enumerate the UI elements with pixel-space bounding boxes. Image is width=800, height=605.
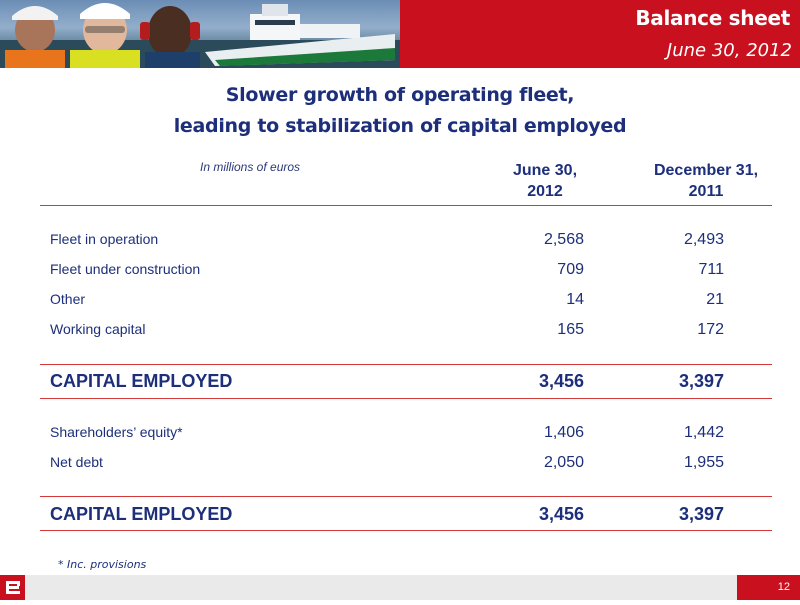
row-value-2012: 14 [566, 291, 584, 308]
row-value-2011: 172 [697, 321, 724, 338]
column-header-line: December 31, [653, 162, 759, 179]
row-label: Fleet in operation [50, 231, 159, 247]
header-red-bar [400, 0, 800, 68]
row-label: Working capital [50, 321, 146, 337]
footnote: * Inc. provisions [58, 558, 147, 571]
total-label: CAPITAL EMPLOYED [50, 371, 233, 391]
total-value-2012: 3,456 [538, 371, 584, 391]
total-value-2011: 3,397 [678, 371, 724, 391]
page-number-box [737, 575, 800, 600]
row-label: Fleet under construction [50, 261, 201, 277]
slide-title-line-2: leading to stabilization of capital employed [173, 115, 627, 137]
table-divider [40, 530, 772, 531]
table-divider [40, 496, 772, 497]
column-header-line: 2012 [527, 183, 563, 200]
row-value-2011: 21 [706, 291, 724, 308]
total-value-2011: 3,397 [678, 504, 724, 524]
row-value-2011: 711 [698, 261, 724, 278]
total-label: CAPITAL EMPLOYED [50, 504, 233, 524]
table-divider [40, 364, 772, 365]
row-value-2012: 165 [557, 321, 584, 338]
column-header-december-2011 [641, 160, 771, 202]
row-value-2011: 2,493 [683, 231, 724, 248]
header-banner [0, 0, 800, 68]
total-value-2012: 3,456 [538, 504, 584, 524]
row-label: Shareholders’ equity* [50, 424, 183, 440]
row-value-2012: 1,406 [543, 424, 584, 441]
header-title: Balance sheet [635, 6, 790, 30]
slide-title-line-1: Slower growth of operating fleet, [225, 84, 575, 106]
table-divider [40, 205, 772, 206]
row-value-2012: 709 [557, 261, 584, 278]
row-value-2011: 1,442 [683, 424, 724, 441]
units-note: In millions of euros [200, 160, 301, 174]
company-logo-icon [0, 575, 25, 600]
column-header-line: June 30, [512, 162, 578, 179]
slide-title [0, 80, 800, 142]
column-header-line: 2011 [688, 183, 724, 200]
header-photo [0, 0, 400, 68]
workers-and-ship-image [0, 0, 400, 68]
row-value-2011: 1,955 [683, 454, 724, 471]
row-value-2012: 2,050 [543, 454, 584, 471]
page-number: 12 [777, 581, 790, 593]
row-label: Other [50, 291, 86, 307]
column-header-june-2012 [480, 160, 610, 202]
row-value-2012: 2,568 [543, 231, 584, 248]
table-divider [40, 398, 772, 399]
header-date: June 30, 2012 [666, 40, 792, 61]
row-label: Net debt [50, 454, 103, 470]
footer-bar [0, 575, 800, 600]
